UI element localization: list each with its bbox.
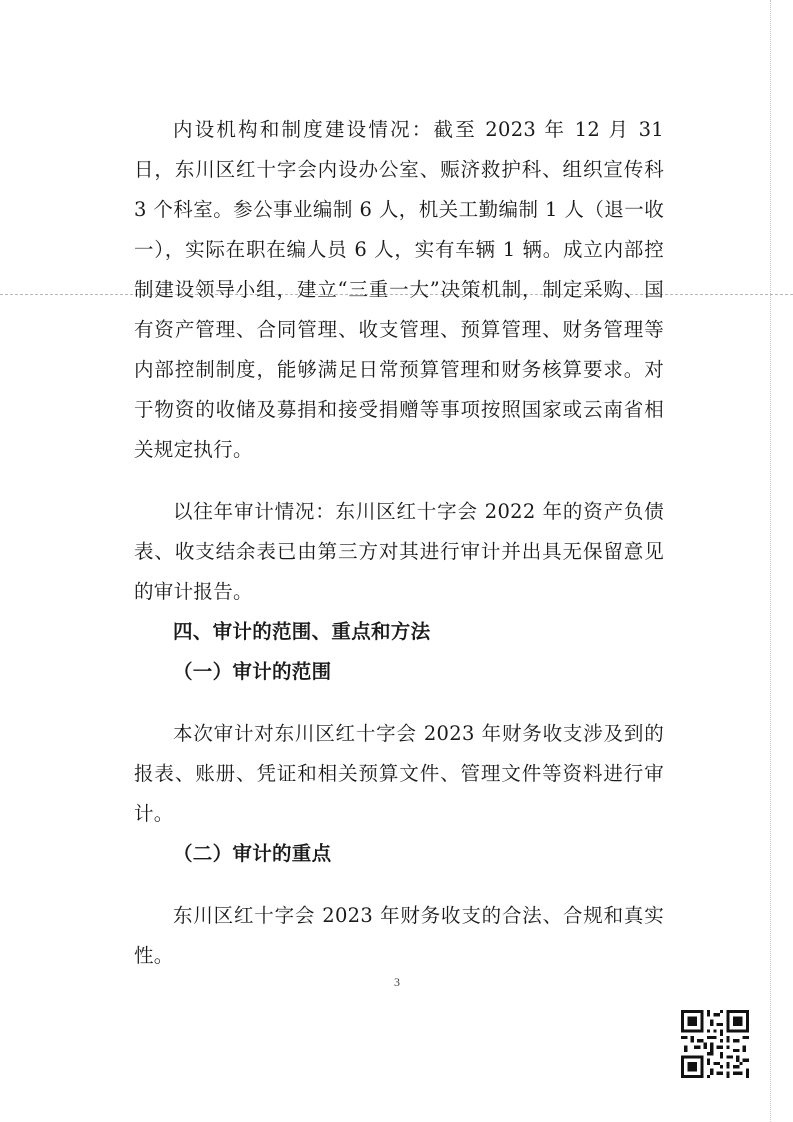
paragraph-internal-structure: 内设机构和制度建设情况：截至 2023 年 12 月 31 日，东川区红十字会内设办公室、赈济救护科、组织宣传科 3 个科室。参公事业编制 6 人，机关工勤编制 1 人（退一收一），实际在职在编人员 6 人，实有车辆 1 辆。成立内部控制建设领导小组，建立“三重一大”决策机制，制定采购、国有资产管理、合同管理、收支管理、预算管理、财务管理等内部控制制度，能够满足日常预算管理和财务核算要求。对于物资的收储及募捐和接受捐赠等事项按照国家或云南省相关规定执行。	[134, 118, 664, 461]
page-number: 3	[394, 975, 400, 989]
paragraph-scope: 本次审计对东川区红十字会 2023 年财务收支涉及到的报表、账册、凭证和相关预算文件、管理文件等资料进行审计。	[134, 722, 664, 825]
subheading-focus: （二）审计的重点	[173, 842, 332, 865]
subheading-scope: （一）审计的范围	[173, 660, 332, 683]
section-heading-4: 四、审计的范围、重点和方法	[173, 620, 431, 643]
paragraph-previous-audit: 以往年审计情况：东川区红十字会 2022 年的资产负债表、收支结余表已由第三方对其进行审计并出具无保留意见的审计报告。	[134, 500, 664, 603]
scan-edge-line	[770, 0, 771, 1122]
paragraph-focus: 东川区红十字会 2023 年财务收支的合法、合规和真实性。	[134, 904, 664, 967]
document-body	[134, 110, 664, 976]
qr-code-icon	[681, 1010, 749, 1078]
